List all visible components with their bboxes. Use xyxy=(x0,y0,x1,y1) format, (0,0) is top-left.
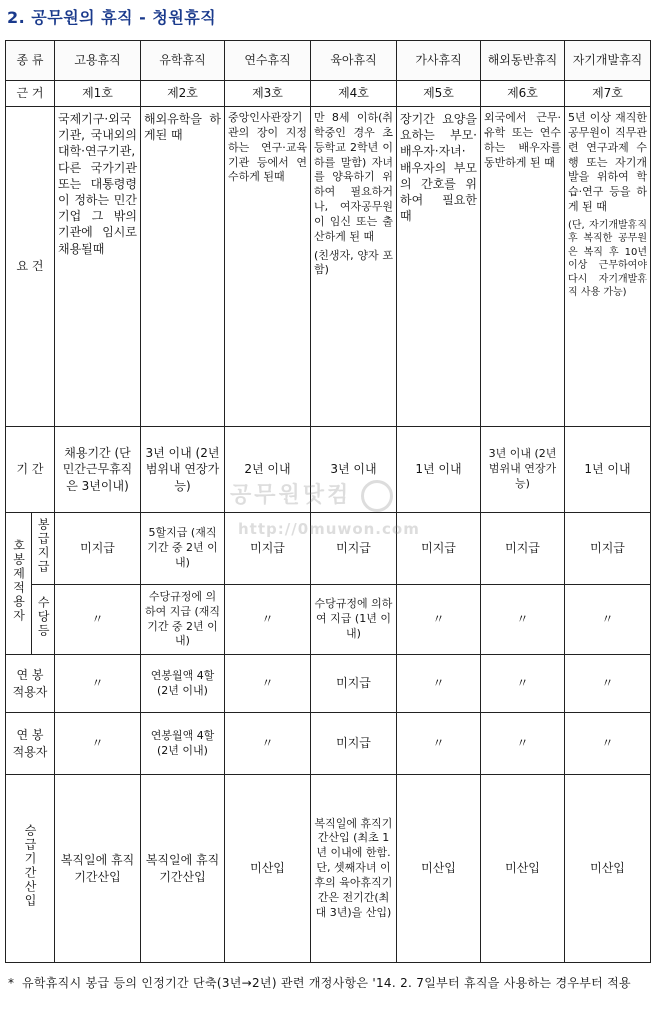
allowance-cell: 〃 xyxy=(397,585,481,655)
promotion-label: 승급기간산입 xyxy=(6,775,55,963)
basis-cell: 제6호 xyxy=(481,81,565,107)
requirement-note: (친생자, 양자 포함) xyxy=(314,248,393,277)
promotion-cell: 미산입 xyxy=(565,775,651,963)
annual-cell: 〃 xyxy=(565,713,651,775)
basis-row xyxy=(6,81,651,107)
leave-table xyxy=(5,40,651,963)
type-header: 자기개발휴직 xyxy=(565,41,651,81)
promotion-cell: 미산입 xyxy=(225,775,311,963)
allowance-cell: 〃 xyxy=(225,585,311,655)
salary-cell: 5할지급 (재직기간 중 2년 이내) xyxy=(141,513,225,585)
requirement-cell: 국제기구·외국기관, 국내외의 대학·연구기관, 다른 국가기관 또는 대통령령이 정하는 민간기업 그 밖의 기관에 임시로 채용될때 xyxy=(55,107,141,427)
annual-cell: 연봉월액 4할 (2년 이내) xyxy=(141,713,225,775)
footnote xyxy=(8,974,642,992)
promotion-cell: 복직일에 휴직기간산입 xyxy=(55,775,141,963)
allowance-cell: 〃 xyxy=(565,585,651,655)
allowance-cell: 〃 xyxy=(481,585,565,655)
annual-label: 연 봉 적용자 xyxy=(6,713,55,775)
annual-cell: 〃 xyxy=(225,713,311,775)
period-cell: 2년 이내 xyxy=(225,427,311,513)
requirement-cell: 중앙인사관장기관의 장이 지정하는 연구·교육기관 등에서 연수하게 된때 xyxy=(225,107,311,427)
requirement-cell xyxy=(311,107,397,427)
annual-cell: 〃 xyxy=(225,655,311,713)
annual-cell: 〃 xyxy=(397,655,481,713)
requirement-text: 5년 이상 재직한 공무원이 직무관련 연구과제 수행 또는 자기개발을 위하여 학습·연구 등을 하게 된 때 xyxy=(568,111,647,214)
type-header: 가사휴직 xyxy=(397,41,481,81)
allowance-cell: 수당규정에 의하여 지급 (재직기간 중 2년 이내) xyxy=(141,585,225,655)
watermark: 공무원닷컴 xyxy=(230,478,393,512)
basis-cell: 제4호 xyxy=(311,81,397,107)
salary-label: 봉급지급 xyxy=(32,513,55,585)
type-header: 연수휴직 xyxy=(225,41,311,81)
requirement-cell: 해외유학을 하게된 때 xyxy=(141,107,225,427)
period-cell: 1년 이내 xyxy=(397,427,481,513)
requirements-label: 요 건 xyxy=(6,107,55,427)
hobong-group-label: 호봉제적용자 xyxy=(6,513,32,655)
header-row xyxy=(6,41,651,81)
salary-cell: 미지급 xyxy=(311,513,397,585)
annual-cell: 〃 xyxy=(55,655,141,713)
annual-cell: 미지급 xyxy=(311,655,397,713)
basis-cell: 제5호 xyxy=(397,81,481,107)
salary-cell: 미지급 xyxy=(397,513,481,585)
type-header: 고용휴직 xyxy=(55,41,141,81)
annual-label: 연 봉 적용자 xyxy=(6,655,55,713)
salary-cell: 미지급 xyxy=(225,513,311,585)
annual-row xyxy=(6,655,651,713)
promotion-cell: 복직일에 휴직기간산입 (최초 1년 이내에 한함. 단, 셋째자녀 이후의 육아휴직기간은 전기간(최대 3년)을 산입) xyxy=(311,775,397,963)
annual-row xyxy=(6,713,651,775)
promotion-row xyxy=(6,775,651,963)
allowance-cell: 〃 xyxy=(55,585,141,655)
period-cell: 3년 이내 (2년범위내 연장가능) xyxy=(481,427,565,513)
salary-cell: 미지급 xyxy=(55,513,141,585)
period-cell: 1년 이내 xyxy=(565,427,651,513)
salary-cell: 미지급 xyxy=(481,513,565,585)
annual-cell: 연봉월액 4할 (2년 이내) xyxy=(141,655,225,713)
basis-cell: 제1호 xyxy=(55,81,141,107)
annual-cell: 〃 xyxy=(565,655,651,713)
footnote-text: 유학휴직시 봉급 등의 인정기간 단축(3년→2년) 관련 개정사항은 '14. 2. 7일부터 휴직을 사용하는 경우부터 적용 xyxy=(22,976,631,990)
annual-cell: 〃 xyxy=(397,713,481,775)
promotion-cell: 미산입 xyxy=(397,775,481,963)
requirement-cell: 장기간 요양을 요하는 부모·배우자·자녀·배우자의 부모의 간호를 위하여 필요한 때 xyxy=(397,107,481,427)
annual-cell: 미지급 xyxy=(311,713,397,775)
type-label: 종 류 xyxy=(6,41,55,81)
watermark-url: http://0muwon.com xyxy=(238,520,420,538)
footnote-mark: * xyxy=(8,976,15,990)
salary-row xyxy=(6,513,651,585)
requirement-cell xyxy=(565,107,651,427)
annual-cell: 〃 xyxy=(55,713,141,775)
allowance-label: 수당등 xyxy=(32,585,55,655)
requirement-text: 만 8세 이하(취학중인 경우 초등학교 2학년 이하를 말함) 자녀를 양육하기 위하여 필요하거나, 여자공무원이 임신 또는 출산하게 된 때 xyxy=(314,111,393,243)
period-cell: 3년 이내 xyxy=(311,427,397,513)
period-cell: 채용기간 (단 민간근무휴직은 3년이내) xyxy=(55,427,141,513)
requirement-cell: 외국에서 근무·유학 또는 연수하는 배우자를 동반하게 된 때 xyxy=(481,107,565,427)
type-header: 유학휴직 xyxy=(141,41,225,81)
allowance-cell: 수당규정에 의하여 지급 (1년 이내) xyxy=(311,585,397,655)
annual-cell: 〃 xyxy=(481,713,565,775)
period-cell: 3년 이내 (2년범위내 연장가능) xyxy=(141,427,225,513)
basis-cell: 제3호 xyxy=(225,81,311,107)
basis-cell: 제2호 xyxy=(141,81,225,107)
promotion-cell: 복직일에 휴직기간산입 xyxy=(141,775,225,963)
requirements-row xyxy=(6,107,651,427)
period-label: 기 간 xyxy=(6,427,55,513)
period-row xyxy=(6,427,651,513)
type-header: 해외동반휴직 xyxy=(481,41,565,81)
type-header: 육아휴직 xyxy=(311,41,397,81)
page-title: 2. 공무원의 휴직 - 청원휴직 xyxy=(7,8,217,27)
basis-label: 근 거 xyxy=(6,81,55,107)
salary-cell: 미지급 xyxy=(565,513,651,585)
requirement-note: (단, 자기개발휴직 후 복직한 공무원은 복직 후 10년 이상 근무하여야 다시 자기개발휴직 사용 가능) xyxy=(568,219,647,299)
annual-cell: 〃 xyxy=(481,655,565,713)
allowance-row xyxy=(6,585,651,655)
promotion-cell: 미산입 xyxy=(481,775,565,963)
basis-cell: 제7호 xyxy=(565,81,651,107)
